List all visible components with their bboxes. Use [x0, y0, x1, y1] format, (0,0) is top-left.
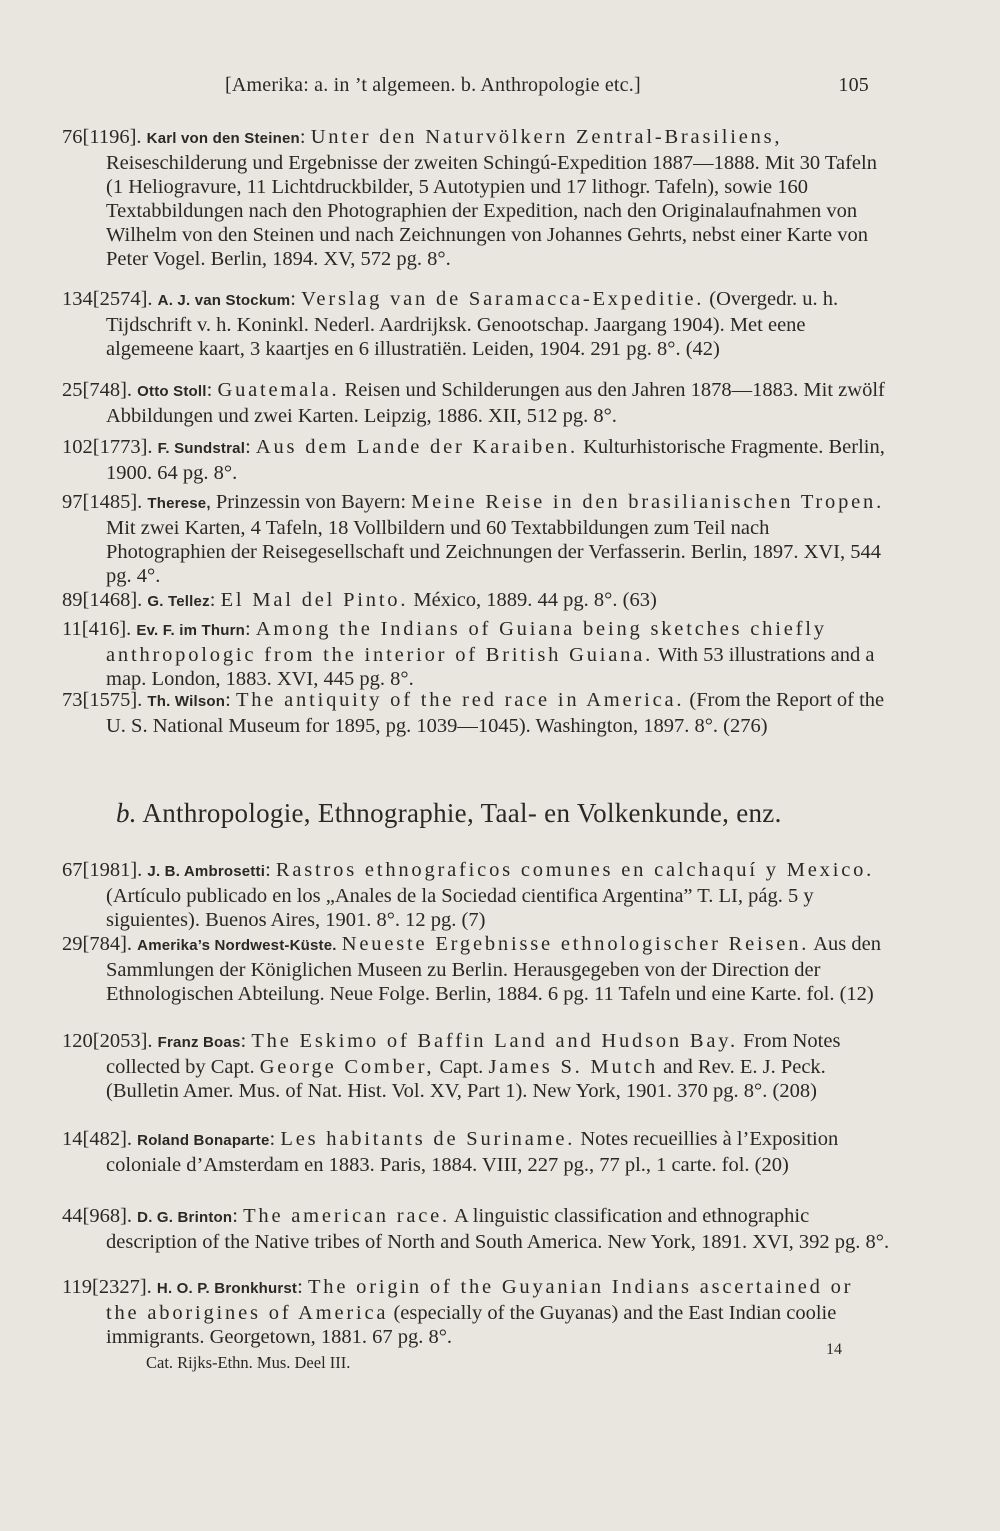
bibliography-entry: 67[1981]. J. B. Ambrosetti: Rastros ethnograficos comunes en calchaquí y Mexico. (Artículo publicado en los „Anales de la Sociedad cientifica Argentina” T. LI, pág. 5 y siguientes). Buenos Aires, 1901. 8°. 12 pg. (7) [62, 859, 875, 931]
entry-person: George Comber, [259, 1056, 435, 1078]
entry-details: Mit zwei Karten, 4 Tafeln, 18 Vollbildern und 60 Textabbildungen zum Teil nach Photographien der Reisegesellschaft und Zeichnungen der Verfasserin. Berlin, 1897. XVI, 544 pg. 4°. [106, 517, 882, 587]
entry-title: Verslag van de Saramacca-Expeditie. [301, 288, 705, 310]
entry-title: El Mal del Pinto. [220, 589, 409, 611]
bibliography-entry: 73[1575]. Th. Wilson: The antiquity of the red race in America. (From the Report of the U. S. National Museum for 1895, pg. 1039—1045). Washington, 1897. 8°. (276) [62, 689, 885, 737]
entry-author: Amerika’s Nordwest-Küste. [137, 937, 337, 954]
entry-details: (Artículo publicado en los „Anales de la Sociedad cientifica Argentina” T. LI, pág. 5 y siguientes). Buenos Aires, 1901. 8°. 12 pg. (7) [106, 885, 814, 931]
entry-number: 97[1485]. [62, 491, 143, 513]
entry-details: (especially of the Guyanas) and the East Indian coolie immigrants. Georgetown, 1881. 67 pg. 8°. [106, 1302, 837, 1348]
entry-number: 134[2574]. [62, 288, 153, 310]
entry-author: Th. Wilson [147, 693, 226, 710]
entry-title: The antiquity of the red race in America. [235, 689, 685, 711]
entry-number: 120[2053]. [62, 1030, 153, 1052]
entry-number: 11[416]. [62, 618, 132, 640]
entry-title: Rastros ethnograficos comunes en calchaquí y Mexico. [275, 859, 875, 881]
bibliography-entry: 76[1196]. Karl von den Steinen: Unter den Naturvölkern Zentral-Brasiliens, Reiseschilderung und Ergebnisse der zweiten Schingú-Expedition 1887—1888. Mit 30 Tafeln (1 Heliogravure, 11 Lichtdruckbilder, 5 Autotypien und 17 lithogr. Tafeln), sowie 160 Textabbildungen nach den Photographien der Expedition, nach den Originalaufnahmen von Wilhelm von den Steinen und nach Zeichnungen von Johannes Gehrts, nebst einer Karte von Peter Vogel. Berlin, 1894. XV, 572 pg. 8°. [62, 126, 877, 270]
entry-title: Guatemala. [217, 379, 340, 401]
entry-author: Franz Boas [157, 1034, 241, 1051]
section-letter: b. [116, 798, 137, 828]
entry-details: (Overgedr. u. h. Tijdschrift v. h. Koninkl. Nederl. Aardrijksk. Genootschap. Jaargang 1904). Met eene algemeene kaart, 3 kaartjes en 6 illustratiën. Leiden, 1904. 291 pg. 8°. (42) [106, 288, 839, 360]
entry-author: J. B. Ambrosetti [147, 863, 266, 880]
entry-title: The Eskimo of Baffin Land and Hudson Bay. [251, 1030, 738, 1052]
entry-title: Aus dem Lande der Karaiben. [255, 436, 578, 458]
entry-title: Neueste Ergebnisse ethnologischer Reisen. [341, 933, 810, 955]
entry-author: D. G. Brinton [137, 1209, 233, 1226]
entry-number: 76[1196]. [62, 126, 142, 148]
signature-mark: 14 [826, 1341, 842, 1358]
entry-author: F. Sundstral [157, 440, 246, 457]
catalogue-reference: Cat. Rijks-Ethn. Mus. Deel III. [146, 1353, 351, 1372]
entry-number: 89[1468]. [62, 589, 143, 611]
section-heading [116, 798, 876, 829]
entry-details: With 53 illustrations and a map. London, 1883. XVI, 445 pg. 8°. [106, 644, 875, 690]
entry-author: Karl von den Steinen [146, 130, 300, 147]
header-text: [Amerika: a. in ’t algemeen. b. Anthropologie etc.] [225, 74, 641, 96]
entry-author: H. O. P. Bronkhurst [156, 1280, 298, 1297]
entry-title: Unter den Naturvölkern Zentral-Brasiliens, [310, 126, 783, 148]
page-footer [146, 1341, 846, 1373]
bibliography-entry: 14[482]. Roland Bonaparte: Les habitants de Suriname. Notes recueillies à l’Exposition coloniale d’Amsterdam en 1883. Paris, 1884. VIII, 227 pg., 77 pl., 1 carte. fol. (20) [62, 1128, 839, 1176]
entry-author: Therese, [147, 495, 211, 512]
entry-details: Notes recueillies à l’Exposition coloniale d’Amsterdam en 1883. Paris, 1884. VIII, 227 pg., 77 pl., 1 carte. fol. (20) [106, 1128, 839, 1176]
entry-details: (From the Report of the U. S. National Museum for 1895, pg. 1039—1045). Washington, 1897. 8°. (276) [106, 689, 885, 737]
entry-details: From Notes collected by Capt. [106, 1030, 841, 1078]
entry-person: James S. Mutch [488, 1056, 659, 1078]
entry-details: Aus den Sammlungen der Königlichen Museen zu Berlin. Herausgegeben von der Direction der Ethnologischen Abteilung. Neue Folge. Berlin, 1884. 6 pg. 11 Tafeln und eine Karte. fol. (12) [106, 933, 881, 1005]
bibliography-entry: 89[1468]. G. Tellez: El Mal del Pinto. México, 1889. 44 pg. 8°. (63) [62, 589, 657, 611]
entry-title: Among the Indians of Guiana being sketches chiefly anthropologic from the interior of British Guiana. [106, 618, 827, 666]
entry-author: Otto Stoll [137, 383, 207, 400]
entry-author: A. J. van Stockum [157, 292, 291, 309]
entry-title: Meine Reise in den brasilianischen Tropen. [411, 491, 885, 513]
entry-details: and Rev. E. J. Peck. (Bulletin Amer. Mus. of Nat. Hist. Vol. XV, Part 1). New York, 1901. 370 pg. 8°. (208) [106, 1056, 826, 1102]
entry-title: Les habitants de Suriname. [280, 1128, 576, 1150]
entry-number: 102[1773]. [62, 436, 153, 458]
entry-author: Roland Bonaparte [137, 1132, 270, 1149]
entry-number: 29[784]. [62, 933, 133, 955]
entry-details: A linguistic classification and ethnographic description of the Native tribes of North and South America. New York, 1891. XVI, 392 pg. 8°. [106, 1205, 890, 1253]
entry-details: Capt. [439, 1056, 484, 1078]
bibliography-entry: 134[2574]. A. J. van Stockum: Verslag van de Saramacca-Expeditie. (Overgedr. u. h. Tijdschrift v. h. Koninkl. Nederl. Aardrijksk. Genootschap. Jaargang 1904). Met eene algemeene kaart, 3 kaartjes en 6 illustratiën. Leiden, 1904. 291 pg. 8°. (42) [62, 288, 839, 360]
bibliography-entry [62, 932, 892, 1006]
bibliography-entry: 119[2327]. H. O. P. Bronkhurst: The origin of the Guyanian Indians ascertained or the aborigines of America (especially of the Guyanas) and the East Indian coolie immigrants. Georgetown, 1881. 67 pg. 8°. [62, 1276, 854, 1348]
bibliography-entry: 102[1773]. F. Sundstral: Aus dem Lande der Karaiben. Kulturhistorische Fragmente. Berlin, 1900. 64 pg. 8°. [62, 436, 885, 484]
entry-details: Reisen und Schilderungen aus den Jahren 1878—1883. Mit zwölf Abbildungen und zwei Karten. Leipzig, 1886. XII, 512 pg. 8°. [106, 379, 885, 427]
entry-title: The american race. [243, 1205, 450, 1227]
page-number: 105 [838, 74, 869, 96]
bibliography-entry: 25[748]. Otto Stoll: Guatemala. Reisen und Schilderungen aus den Jahren 1878—1883. Mit zwölf Abbildungen und zwei Karten. Leipzig, 1886. XII, 512 pg. 8°. [62, 379, 885, 427]
bibliography-entry: 120[2053]. Franz Boas: The Eskimo of Baffin Land and Hudson Bay. From Notes collected by Capt. George Comber, Capt. James S. Mutch and Rev. E. J. Peck. (Bulletin Amer. Mus. of Nat. Hist. Vol. XV, Part 1). New York, 1901. 370 pg. 8°. (208) [62, 1030, 841, 1102]
bibliography-entry: 44[968]. D. G. Brinton: The american race. A linguistic classification and ethnographic description of the Native tribes of North and South America. New York, 1891. XVI, 392 pg. 8°. [62, 1205, 890, 1253]
entry-number: 25[748]. [62, 379, 133, 401]
entry-title: The origin of the Guyanian Indians ascertained or the aborigines of America [106, 1276, 854, 1324]
entry-author: Ev. F. im Thurn [136, 622, 245, 639]
entry-number: 44[968]. [62, 1205, 133, 1227]
entry-number: 67[1981]. [62, 859, 143, 881]
entry-details: Kulturhistorische Fragmente. Berlin, 1900. 64 pg. 8°. [106, 436, 885, 484]
section-title: Anthropologie, Ethnographie, Taal- en Volkenkunde, enz. [142, 798, 782, 828]
bibliography-entry [62, 490, 892, 588]
entry-number: 119[2327]. [62, 1276, 152, 1298]
bibliography-entry: 11[416]. Ev. F. im Thurn: Among the Indians of Guiana being sketches chiefly anthropologic from the interior of British Guiana. With 53 illustrations and a map. London, 1883. XVI, 445 pg. 8°. [62, 618, 875, 690]
entry-details: Reiseschilderung und Ergebnisse der zweiten Schingú-Expedition 1887—1888. Mit 30 Tafeln (1 Heliogravure, 11 Lichtdruckbilder, 5 Autotypien und 17 lithogr. Tafeln), sowie 160 Textabbildungen nach den Photographien der Expedition, nach den Originalaufnahmen von Wilhelm von den Steinen und nach Zeichnungen von Johannes Gehrts, nebst einer Karte von Peter Vogel. Berlin, 1894. XV, 572 pg. 8°. [106, 152, 877, 270]
entry-details: México, 1889. 44 pg. 8°. (63) [413, 589, 657, 611]
entry-author: G. Tellez [147, 593, 210, 610]
entry-number: 73[1575]. [62, 689, 143, 711]
entry-author-rest: Prinzessin von Bayern: [215, 491, 407, 513]
entry-number: 14[482]. [62, 1128, 133, 1150]
